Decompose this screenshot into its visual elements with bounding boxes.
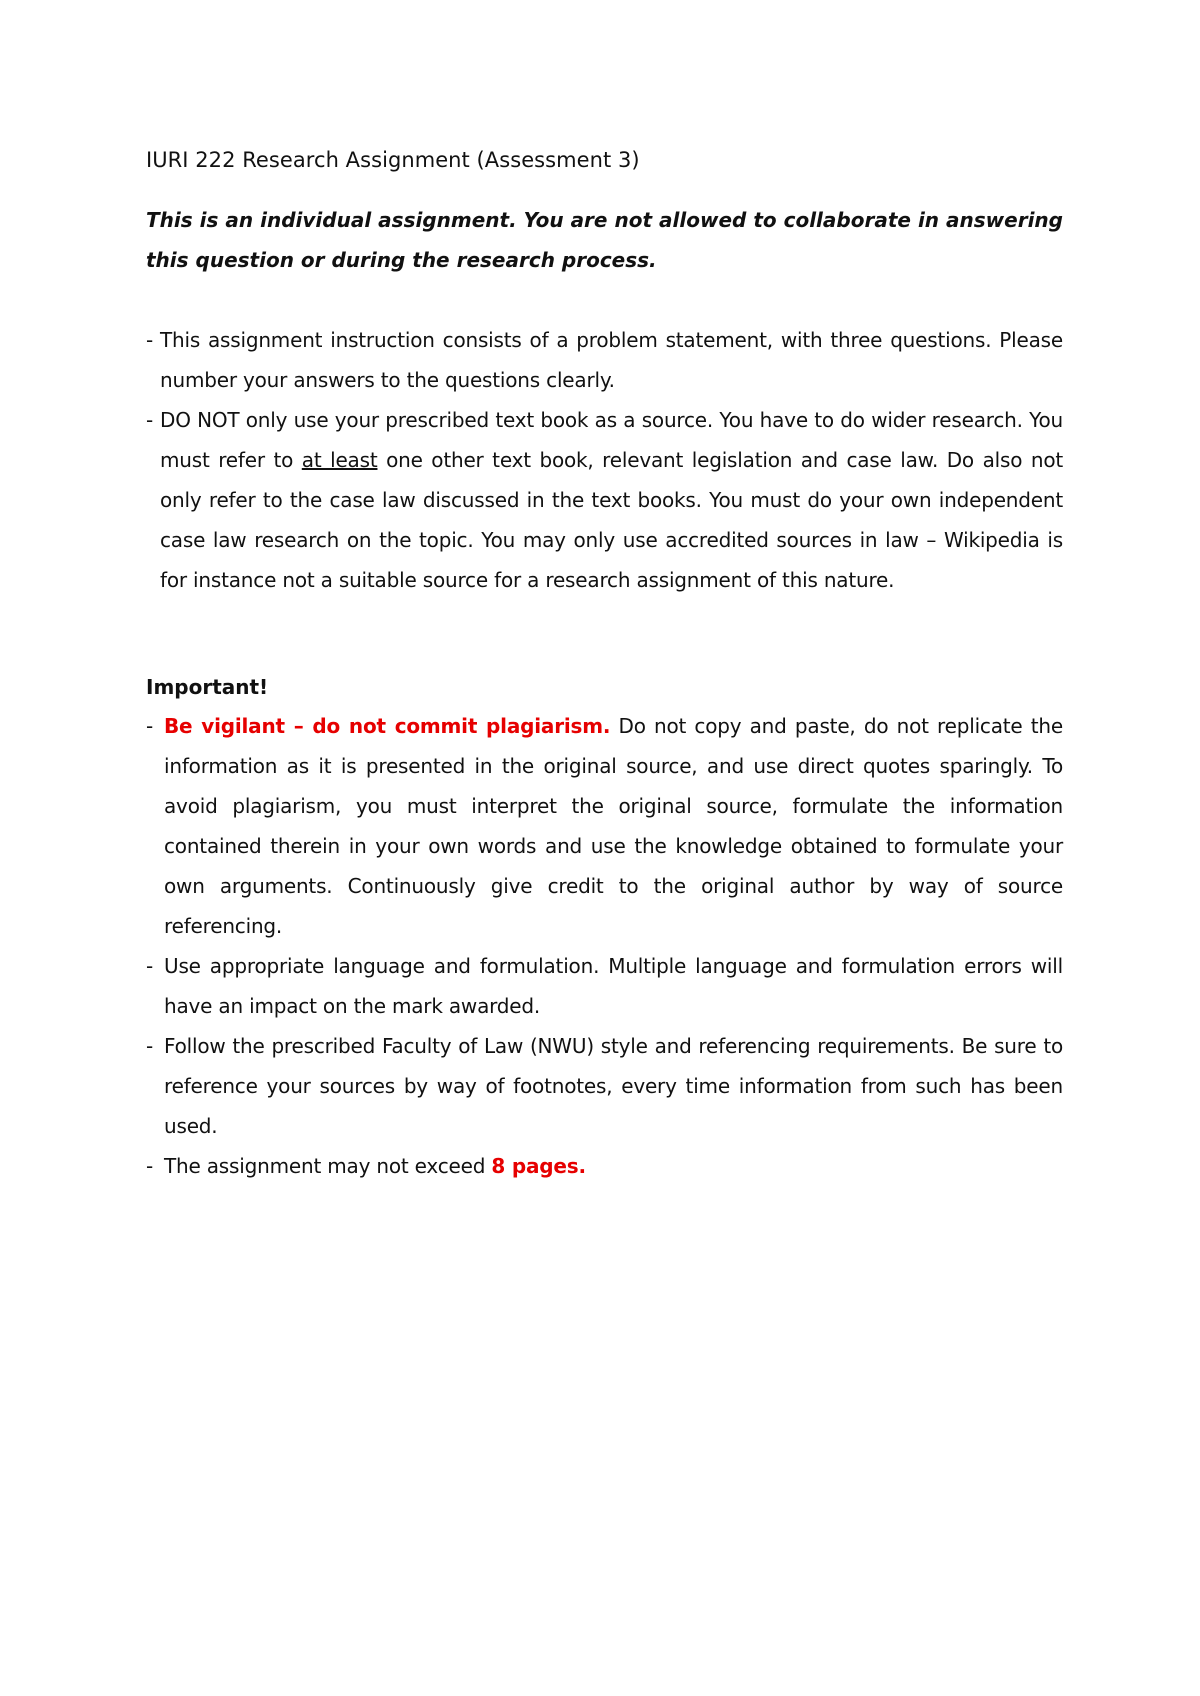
plagiarism-warning: Be vigilant – do not commit plagiarism. bbox=[164, 714, 611, 738]
important-text: Use appropriate language and formulation. Multiple language and formulation errors will have an impact on the mark awarded. bbox=[164, 954, 1063, 1018]
list-dash: - bbox=[146, 408, 154, 432]
important-heading: Important! bbox=[146, 675, 269, 699]
list-dash: - bbox=[146, 1034, 154, 1058]
list-dash: - bbox=[146, 714, 154, 738]
instruction-text-before: DO NOT only use your prescribed text book as a source. You have to do wider research. You must refer to bbox=[160, 408, 1063, 472]
instruction-text-after: one other text book, relevant legislation and case law. Do also not only refer to the case law discussed in the text books. You must do your own independent case law research on the topic. You may only use accredited sources in law – Wikipedia is for instance not a suitable source for a research assignment of this nature. bbox=[160, 448, 1063, 592]
underlined-emphasis: at least bbox=[301, 448, 378, 472]
important-text: The assignment may not exceed bbox=[164, 1154, 492, 1178]
important-list bbox=[146, 706, 1063, 1186]
important-item-page-limit bbox=[146, 1146, 1063, 1186]
list-dash: - bbox=[146, 954, 154, 978]
important-text: Follow the prescribed Faculty of Law (NWU) style and referencing requirements. Be sure to reference your sources by way of footnotes, every time information from such has been used. bbox=[164, 1034, 1063, 1138]
individual-assignment-notice: This is an individual assignment. You are not allowed to collaborate in answering this question or during the research process. bbox=[146, 208, 1063, 272]
page-limit-emphasis: 8 pages. bbox=[491, 1154, 586, 1178]
important-item-plagiarism bbox=[146, 706, 1063, 946]
instruction-item-research bbox=[146, 400, 1063, 600]
important-item-language bbox=[146, 946, 1063, 1026]
important-text: Do not copy and paste, do not replicate the information as it is presented in the original source, and use direct quotes sparingly. To avoid plagiarism, you must interpret the original source, formulate the information contained therein in your own words and use the knowledge obtained to formulate your own arguments. Continuously give credit to the original author by way of source referencing. bbox=[164, 714, 1063, 938]
list-dash: - bbox=[146, 1154, 154, 1178]
instruction-text: This assignment instruction consists of a problem statement, with three questions. Please number your answers to the questions clearly. bbox=[160, 328, 1063, 392]
document-title: IURI 222 Research Assignment (Assessment 3) bbox=[146, 148, 640, 172]
important-item-referencing bbox=[146, 1026, 1063, 1146]
instruction-item-numbering bbox=[146, 320, 1063, 400]
document-content bbox=[146, 146, 1063, 1186]
list-dash: - bbox=[146, 328, 154, 352]
assignment-instructions-list bbox=[146, 320, 1063, 600]
